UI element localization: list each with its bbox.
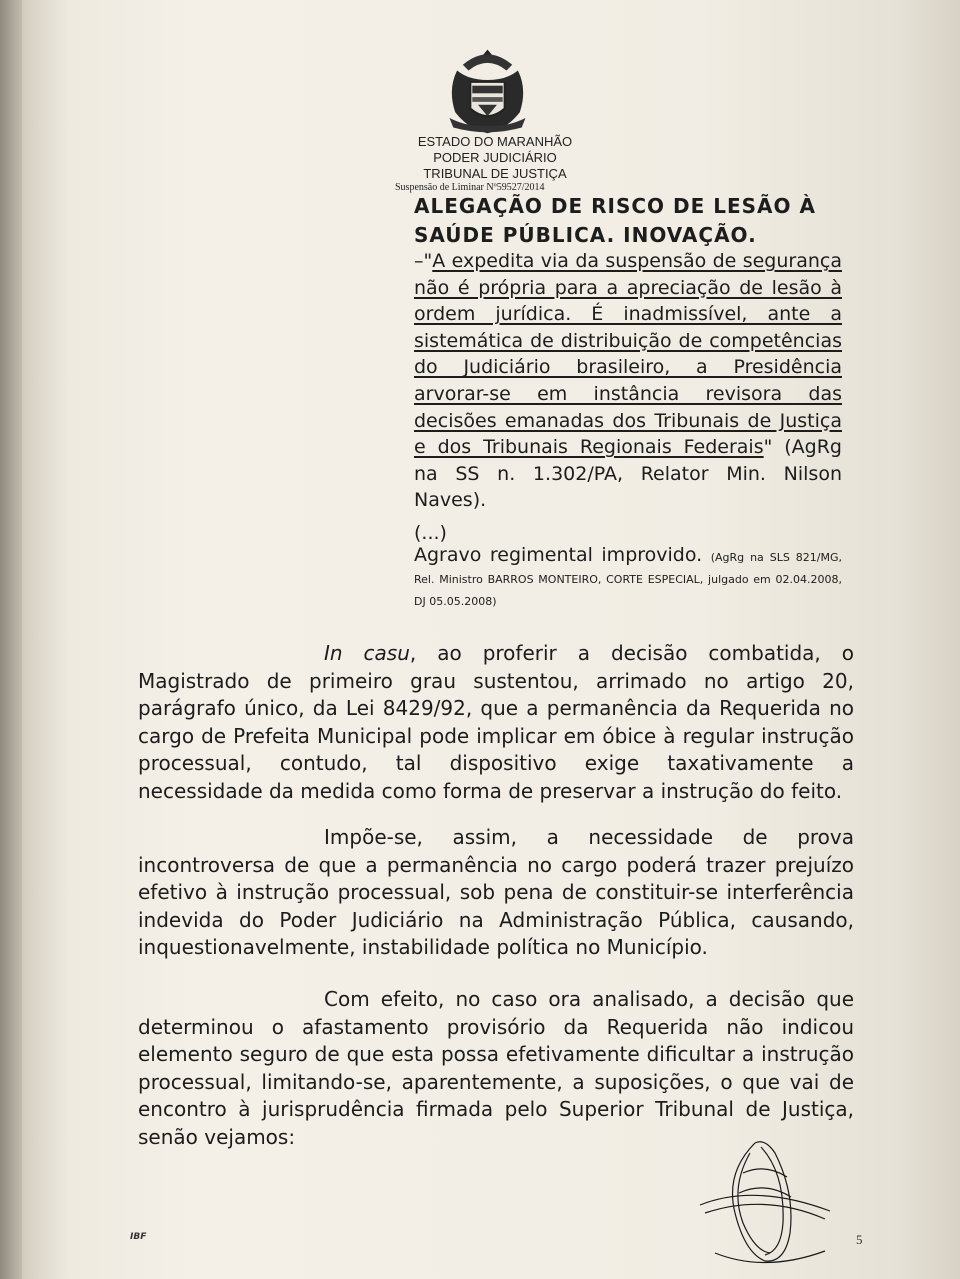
agravo-citation: (AgRg na SLS 821/MG, Rel. Ministro BARROS MONTEIRO, CORTE ESPECIAL, julgado em 02.04.2008, DJ 05.05.2008) bbox=[414, 551, 842, 608]
ementa-title-line-1: ALEGAÇÃO DE RISCO DE LESÃO À bbox=[414, 194, 816, 218]
ementa-title bbox=[414, 192, 842, 250]
page-edge-shadow bbox=[0, 0, 22, 1279]
body-paragraph-3: Com efeito, no caso ora analisado, a decisão que determinou o afastamento provisório da Requerida não indicou elemento seguro de que esta possa efetivamente dificultar a instrução processual, limitando-se, aparentemente, a suposições, o que vai de encontro à jurisprudência firmada pelo Superior Tribunal de Justiça, senão vejamos: bbox=[138, 987, 854, 1149]
header-court: TRIBUNAL DE JUSTIÇA bbox=[423, 166, 567, 181]
agravo-text: Agravo regimental improvido. bbox=[414, 544, 703, 566]
quote-citation: " (AgRg na SS n. 1.302/PA, Relator Min. Nilson Naves). bbox=[414, 436, 842, 512]
agravo-paragraph bbox=[414, 544, 842, 610]
quote-underlined-text: A expedita via da suspensão de segurança não é própria para a apreciação de lesão à ordem jurídica. É inadmissível, ante a sistemática de distribuição de competências do Judiciário brasileiro, a Presidência arvorar-se em instância revisora das decisões emanadas dos Tribunais de Justiça e dos Tribunais Regionais Federais bbox=[414, 250, 842, 459]
body-paragraph-2: Impõe-se, assim, a necessidade de prova incontroversa de que a permanência no cargo poderá trazer prejuízo efetivo à instrução processual, sob pena de constituir-se interferência indevida do Poder Judiciário na Administração Pública, causando, inquestionavelmente, instabilidade política no Município. bbox=[138, 825, 854, 959]
in-casu-italic: In casu bbox=[324, 641, 410, 665]
ementa-title-line-2: SAÚDE PÚBLICA. INOVAÇÃO. bbox=[414, 223, 757, 247]
header-branch: PODER JUDICIÁRIO bbox=[433, 150, 557, 165]
document-header bbox=[395, 134, 595, 194]
ementa-quote bbox=[414, 248, 842, 514]
page-number: 5 bbox=[856, 1232, 863, 1247]
paragraph-1-text: , ao proferir a decisão combatida, o Magistrado de primeiro grau sustentou, arrimado no artigo 20, parágrafo único, da Lei 8429/92, que a permanência da Requerida no cargo de Prefeita Municipal pode implicar em óbice à regular instrução processual, contudo, tal dispositivo exige taxativamente a necessidade da medida como forma de preservar a instrução do feito. bbox=[138, 641, 855, 803]
header-case-number: Suspensão de Liminar Nº59527/2014 bbox=[395, 182, 545, 193]
footer-initials: IBF bbox=[130, 1232, 147, 1242]
handwritten-signature bbox=[695, 1133, 835, 1273]
coat-of-arms-icon bbox=[440, 42, 535, 137]
header-state: ESTADO DO MARANHÃO bbox=[417, 134, 573, 149]
quote-prefix: –" bbox=[414, 250, 433, 272]
ellipsis: (...) bbox=[414, 522, 447, 544]
body-paragraph-1 bbox=[138, 640, 854, 805]
